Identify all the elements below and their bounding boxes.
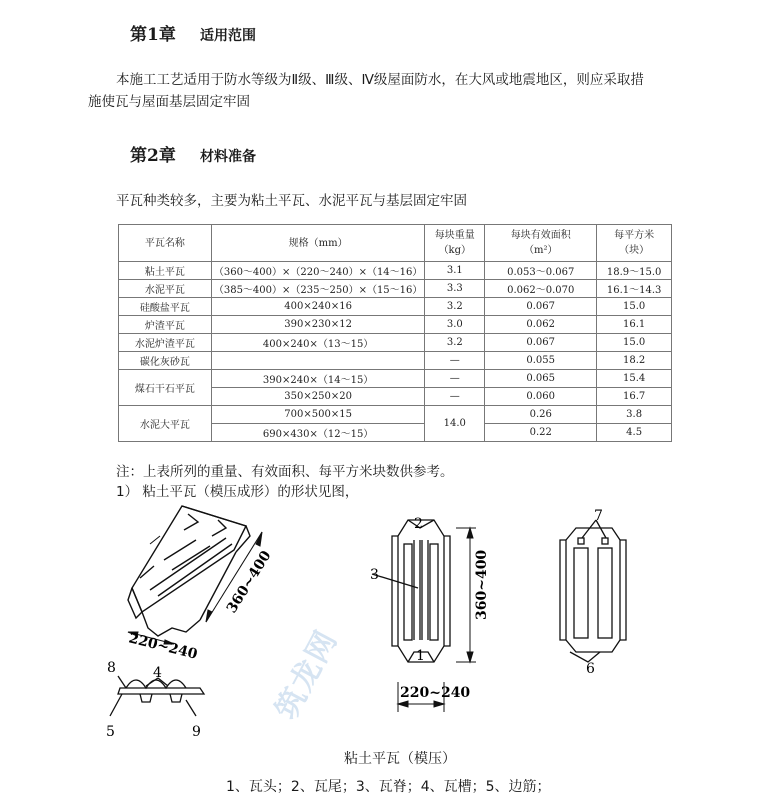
label-7: 7: [594, 508, 603, 524]
label-4: 4: [153, 665, 162, 681]
table-row: 炉渣平瓦 390×230×12 3.0 0.062 16.1: [119, 316, 672, 334]
paragraph-1-line-2: 施使瓦与屋面基层固定牢固: [88, 94, 250, 110]
paragraph-2: 平瓦种类较多，主要为粘土平瓦、水泥平瓦与基层固定牢固: [116, 193, 467, 209]
tile-cross-section: [110, 676, 204, 716]
table-row: 水泥大平瓦 700×500×15 14.0 0.26 3.8: [119, 406, 672, 424]
table-row: 粘土平瓦 （360～400）×（220～240）×（14～16） 3.1 0.053～0.067 18.9～15.0: [119, 262, 672, 280]
tile-back-view: [560, 520, 626, 662]
chapter-1-number: 第1章: [130, 25, 176, 45]
header-name: 平瓦名称: [119, 225, 212, 262]
dimension-width-label-top: 220~240: [400, 685, 471, 701]
table-row: 350×250×20 — 0.060 16.7: [119, 388, 672, 406]
label-5: 5: [106, 724, 115, 740]
table-row: 水泥平瓦 （385～400）×（235～250）×（15～16） 3.3 0.062～0.070 16.1～14.3: [119, 280, 672, 298]
dimension-length-label-top: 360~400: [474, 549, 490, 620]
tile-top-view: [372, 520, 450, 662]
chapter-1-heading: [130, 20, 256, 45]
dimension-length-label-isometric: 360~400: [223, 548, 275, 617]
header-spec: 规格（mm）: [211, 225, 425, 262]
chapter-2-heading: [130, 141, 256, 166]
dimension-length-top: [456, 528, 476, 662]
tile-isometric-view: [128, 506, 250, 636]
table-row: 水泥炉渣平瓦 400×240×（13～15） 3.2 0.067 15.0: [119, 334, 672, 352]
table-row: 碳化灰砂瓦 — 0.055 18.2: [119, 352, 672, 370]
watermark: 筑龙网: [269, 623, 346, 726]
table-row: 690×430×（12～15） 0.22 4.5: [119, 424, 672, 442]
clay-tile-figure: [0, 500, 780, 745]
label-3: 3: [370, 567, 379, 583]
chapter-2-number: 第2章: [130, 146, 176, 166]
tile-spec-table: [118, 224, 672, 442]
figure-title: 粘土平瓦（模压）: [344, 751, 456, 767]
header-weight: 每块重量 （kg）: [425, 225, 485, 262]
label-8: 8: [107, 660, 116, 676]
figure-legend: 1、瓦头；2、瓦尾；3、瓦脊；4、瓦槽；5、边筋；: [226, 779, 551, 795]
paragraph-1-line-1: 本施工工艺适用于防水等级为Ⅱ级、Ⅲ级、Ⅳ级屋面防水，在大风或地震地区，则应采取措: [116, 72, 644, 88]
chapter-1-title: 适用范围: [200, 28, 256, 44]
label-9: 9: [192, 724, 201, 740]
table-note: 注：上表所列的重量、有效面积、每平方米块数供参考。: [116, 464, 454, 480]
table-row: 煤石干石平瓦 390×240×（14～15） — 0.065 15.4: [119, 370, 672, 388]
label-1: 1: [416, 648, 425, 664]
label-2: 2: [414, 516, 423, 532]
list-item-1: 1） 粘土平瓦（模压成形）的形状见图，: [116, 484, 359, 500]
table-header-row: [119, 225, 672, 262]
label-6: 6: [586, 661, 595, 677]
paragraph-1: [88, 69, 728, 113]
dimension-width-label-isometric: 220~240: [127, 630, 200, 663]
table-row: 硅酸盐平瓦 400×240×16 3.2 0.067 15.0: [119, 298, 672, 316]
chapter-2-title: 材料准备: [200, 149, 256, 165]
header-count: 每平方米 （块）: [597, 225, 672, 262]
header-area: 每块有效面积 （m²）: [485, 225, 597, 262]
